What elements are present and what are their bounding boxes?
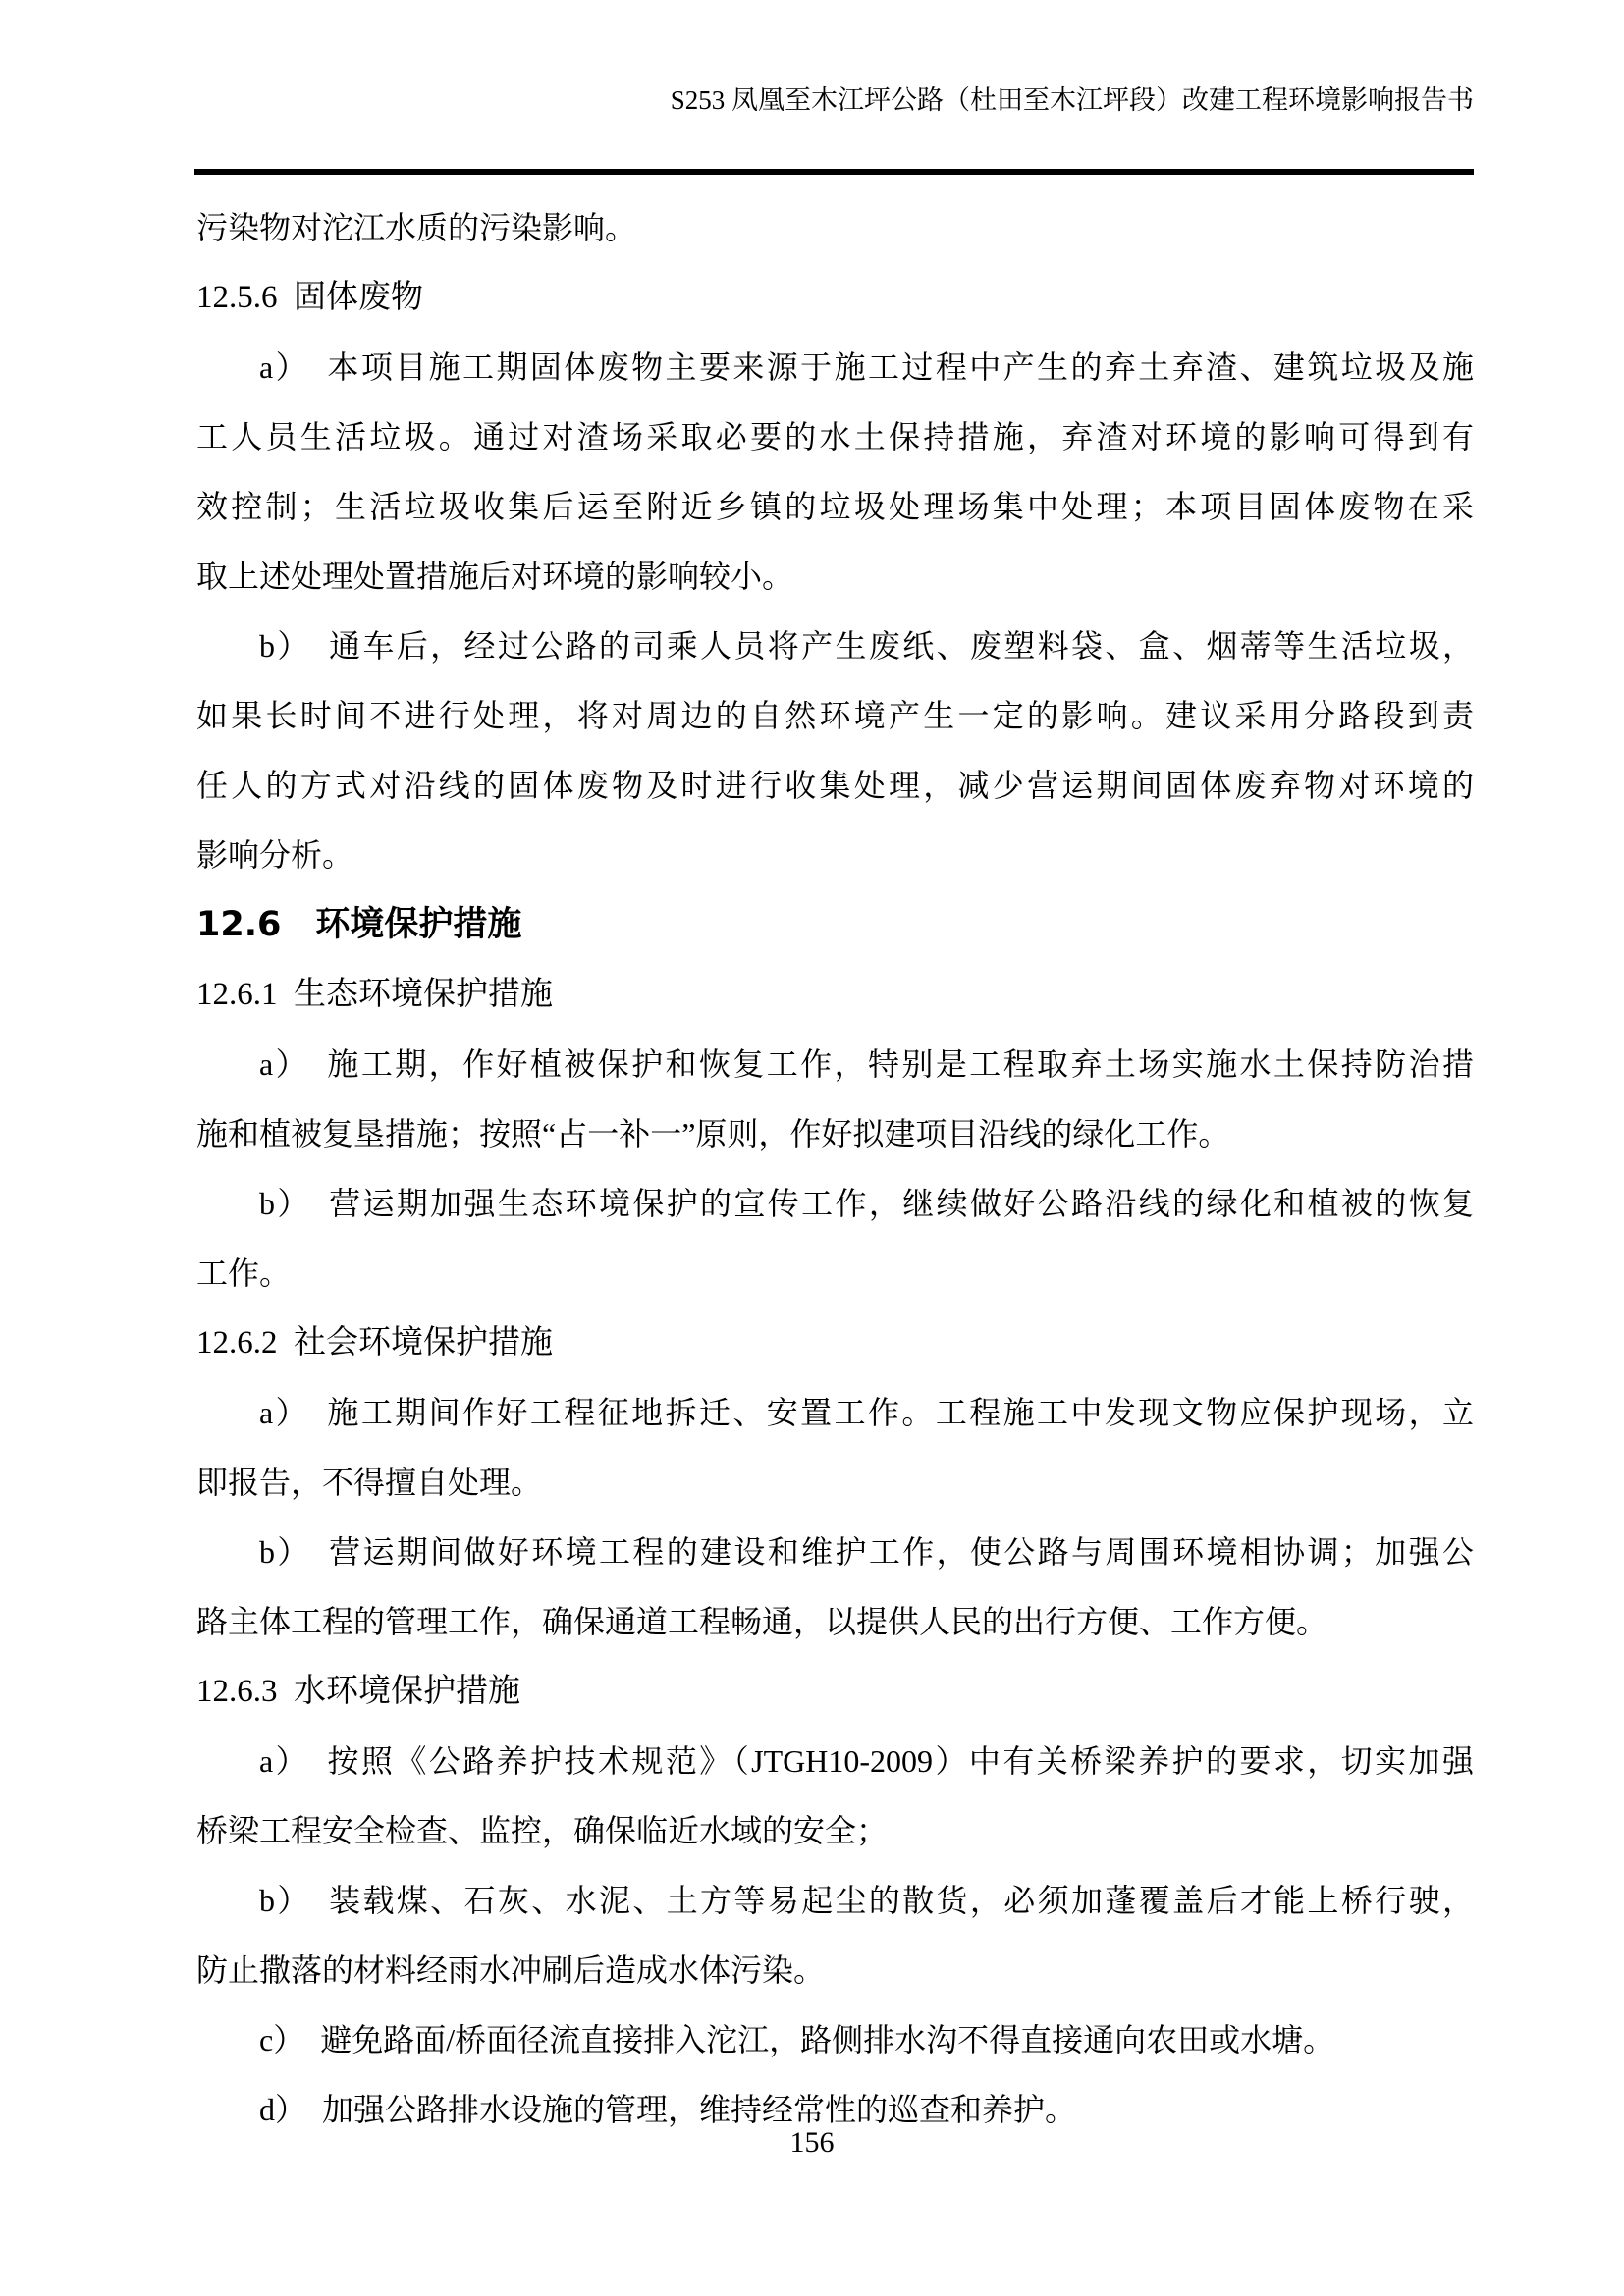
text-line: b） 装载煤、石灰、水泥、土方等易起尘的散货，必须加蓬覆盖后才能上桥行驶， xyxy=(259,1883,1474,1918)
text-line: 如果长时间不进行处理，将对周边的自然环境产生一定的影响。建议采用分路段到责 xyxy=(196,698,1474,733)
subsection-heading: 12.6.2 社会环境保护措施 xyxy=(196,1325,553,1361)
text-line: 桥梁工程安全检查、监控，确保临近水域的安全； xyxy=(196,1813,889,1848)
text-line: 任人的方式对沿线的固体废物及时进行收集处理，减少营运期间固体废弃物对环境的 xyxy=(196,768,1474,803)
text-line: 工作。 xyxy=(196,1255,292,1291)
text-line: 防止撒落的材料经雨水冲刷后造成水体污染。 xyxy=(196,1952,826,1988)
text-line: a） 施工期，作好植被保护和恢复工作，特别是工程取弃土场实施水土保持防治措 xyxy=(259,1046,1474,1082)
text-line: a） 施工期间作好工程征地拆迁、安置工作。工程施工中发现文物应保护现场，立 xyxy=(259,1395,1474,1430)
subsection-heading: 12.6.1 生态环境保护措施 xyxy=(196,977,553,1012)
text-line: 污染物对沱江水质的污染影响。 xyxy=(196,210,637,245)
text-line: b） 通车后，经过公路的司乘人员将产生废纸、废塑料袋、盒、烟蒂等生活垃圾， xyxy=(259,628,1474,664)
header-divider xyxy=(194,169,1474,175)
text-line: 工人员生活垃圾。通过对渣场采取必要的水土保持措施，弃渣对环境的影响可得到有 xyxy=(196,419,1474,454)
subsection-heading: 12.5.6 固体废物 xyxy=(196,280,423,315)
content xyxy=(196,193,1474,2145)
text-line: b） 营运期加强生态环境保护的宣传工作，继续做好公路沿线的绿化和植被的恢复 xyxy=(259,1186,1474,1221)
text-line: 影响分析。 xyxy=(196,837,354,873)
text-line: 取上述处理处置措施后对环境的影响较小。 xyxy=(196,559,794,594)
text-line: c） 避免路面/桥面径流直接排入沱江，路侧排水沟不得直接通向农田或水塘。 xyxy=(259,2022,1335,2057)
text-line: a） 本项目施工期固体废物主要来源于施工过程中产生的弃土弃渣、建筑垃圾及施 xyxy=(259,349,1474,385)
text-line: 施和植被复垦措施；按照“占一补一”原则，作好拟建项目沿线的绿化工作。 xyxy=(196,1116,1230,1151)
text-line: 效控制；生活垃圾收集后运至附近乡镇的垃圾处理场集中处理；本项目固体废物在采 xyxy=(196,489,1474,524)
text-line: b） 营运期间做好环境工程的建设和维护工作，使公路与周围环境相协调；加强公 xyxy=(259,1534,1474,1570)
section-heading: 12.6 环境保护措施 xyxy=(196,905,522,944)
text-line: 路主体工程的管理工作，确保通道工程畅通，以提供人民的出行方便、工作方便。 xyxy=(196,1604,1328,1639)
text-line: d） 加强公路排水设施的管理，维持经常性的巡查和养护。 xyxy=(259,2092,1077,2127)
page-header-title: S253 凤凰至木江坪公路（杜田至木江坪段）改建工程环境影响报告书 xyxy=(670,85,1474,115)
text-line: 即报告，不得擅自处理。 xyxy=(196,1465,543,1500)
page-number: 156 xyxy=(789,2126,835,2159)
subsection-heading: 12.6.3 水环境保护措施 xyxy=(196,1674,520,1709)
text-line: a） 按照《公路养护技术规范》（JTGH10-2009）中有关桥梁养护的要求，切实加强 xyxy=(259,1743,1474,1779)
